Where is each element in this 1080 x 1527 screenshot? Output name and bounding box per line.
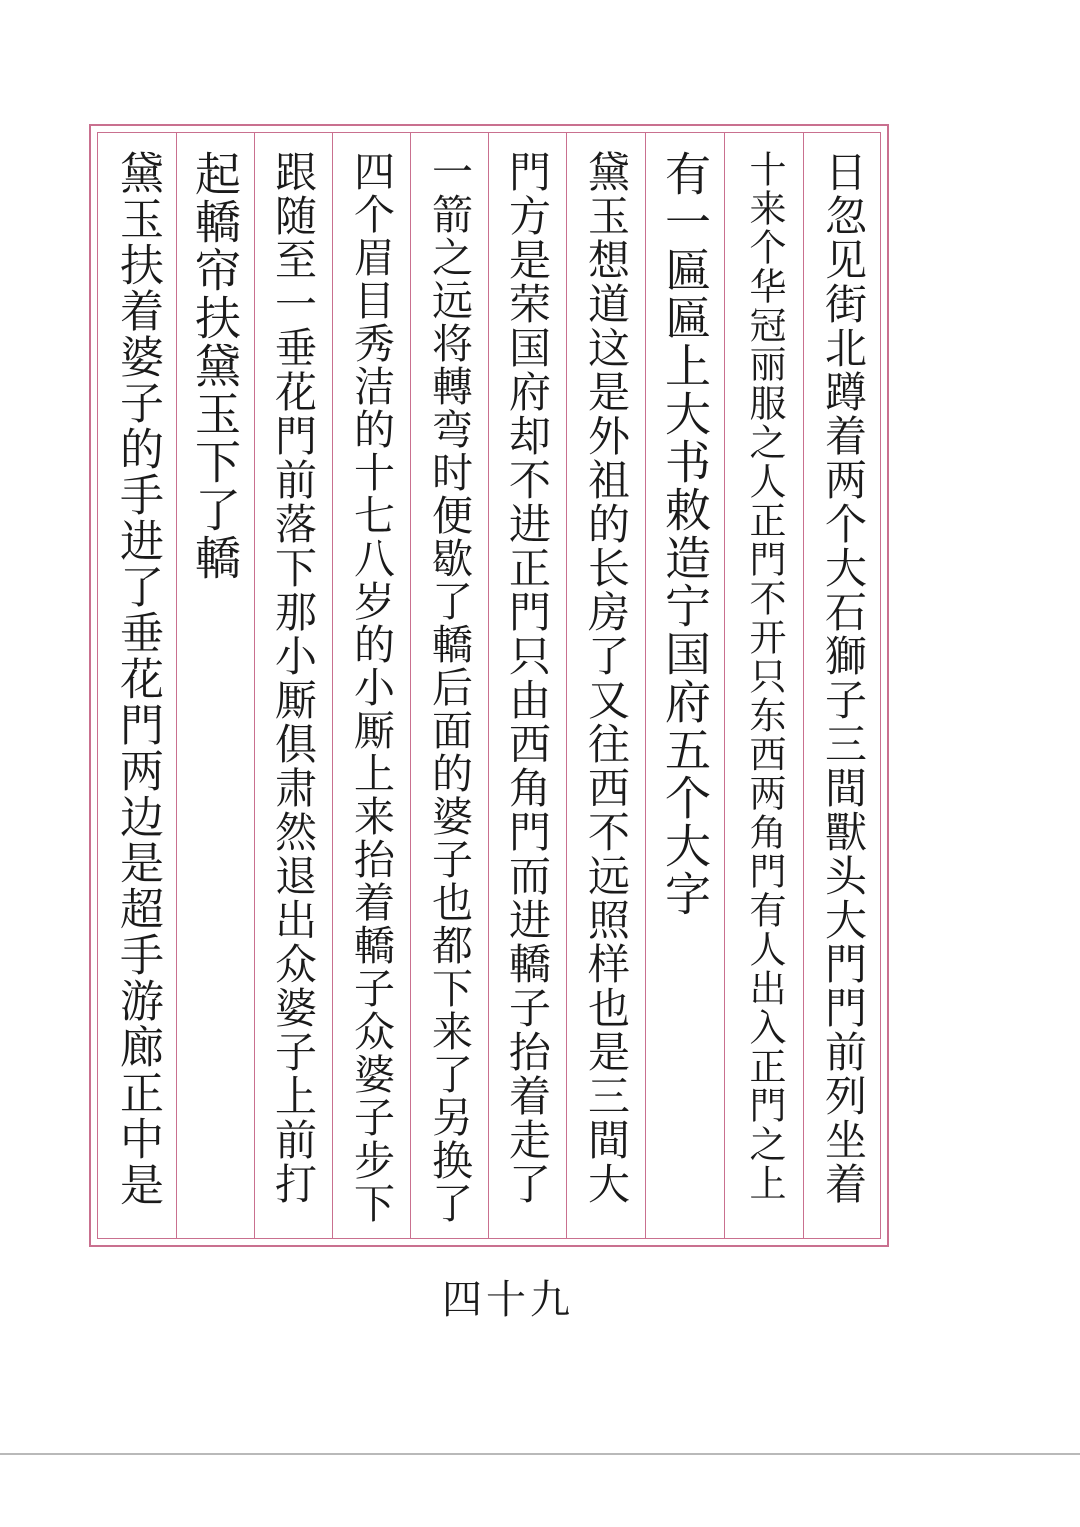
column-divider [566, 132, 567, 1239]
column-text: 四个眉目秀洁的十七八岁的小厮上来抬着轎子众婆子步下 [347, 150, 395, 1225]
column-text: 日忽见街北蹲着两个大石獅子三間獸头大門門前列坐着 [819, 150, 868, 1206]
column-divider [332, 132, 333, 1239]
column-text: 黛玉扶着婆子的手进了垂花門两边是超手游廊正中是 [112, 150, 163, 1208]
column-text: 十来个华冠丽服之人正門不开只东西两角門有人出入正門之上 [743, 150, 786, 1203]
column-divider [488, 132, 489, 1239]
text-column-1 [810, 150, 876, 1230]
column-text: 起轎帘扶黛玉下了轎 [188, 150, 242, 582]
column-text: 有一匾匾上大书敕造宁国府五个大字 [658, 150, 712, 918]
column-divider [254, 132, 255, 1239]
text-column-4 [573, 150, 639, 1230]
column-text: 門方是荣国府却不进正門只由西角門而进轎子抬着走了 [503, 150, 552, 1206]
scan-edge-line [0, 1453, 1080, 1455]
column-text: 跟随至一垂花門前落下那小厮俱肃然退出众婆子上前打 [269, 150, 318, 1206]
text-column-8 [260, 150, 326, 1230]
text-column-7 [338, 150, 404, 1230]
text-column-3 [652, 150, 718, 1230]
text-column-2 [731, 150, 797, 1230]
column-divider [724, 132, 725, 1239]
text-column-5 [494, 150, 560, 1230]
column-text: 黛玉想道这是外祖的长房了又往西不远照样也是三間大 [582, 150, 631, 1206]
column-text: 一箭之远将轉弯时便歇了轎后面的婆子也都下来了另换了 [425, 150, 473, 1225]
page-number: 四十九 [442, 1277, 574, 1323]
column-divider [410, 132, 411, 1239]
column-divider [803, 132, 804, 1239]
column-divider [645, 132, 646, 1239]
text-column-6 [416, 150, 482, 1230]
text-column-9 [182, 150, 248, 1230]
column-divider [176, 132, 177, 1239]
text-column-10 [104, 150, 170, 1230]
